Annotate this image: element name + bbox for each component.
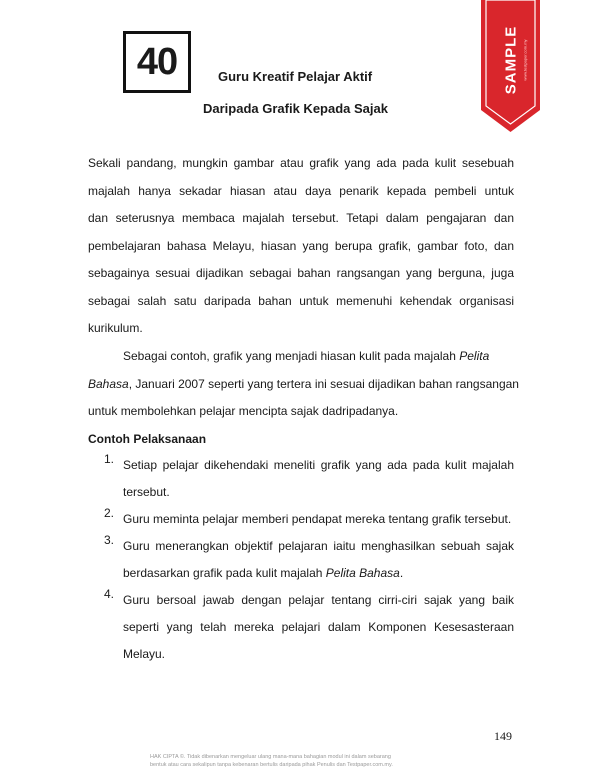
p1-line: dan seterusnya membaca majalah tersebut. Tetapi dalam pengajaran dan (88, 211, 514, 225)
list-item (88, 587, 514, 668)
list-item-line: seperti yang telah mereka pelajari dalam Komponen Kesesasteraan (123, 620, 514, 634)
list-item-number: 2. (104, 506, 115, 520)
footer-line1: HAK CIPTA ©. Tidak dibenarkan mengeluar ulang mana-mana bahagian modul ini dalam sebarang (150, 754, 391, 760)
p1-line: Sekali pandang, mungkin gambar atau grafik yang ada pada kulit sesebuah (88, 156, 514, 170)
sample-sublabel: www.testpaper.com.my (522, 39, 528, 81)
list-item-number: 4. (104, 587, 115, 601)
p1-line: sebagainya sesuai dijadikan sebagai bahan rangsangan yang berguna, juga (88, 266, 514, 280)
p2-line2-italic: Bahasa (88, 376, 129, 391)
list-item-line: tersebut. (123, 485, 170, 499)
p1-line: pembelajaran bahasa Melayu, hiasan yang berupa grafik, gambar foto, dan (88, 238, 514, 253)
sample-label: SAMPLE (502, 25, 520, 95)
page-title-line2: Daripada Grafik Kepada Sajak (203, 101, 388, 116)
p1-line: sebagai salah satu daripada bahan untuk memenuhi kehendak organisasi (88, 293, 514, 308)
p2-line1-text: Sebagai contoh, grafik yang menjadi hiasan kulit pada majalah (123, 349, 460, 363)
list-item-line (123, 560, 514, 587)
list-item (88, 506, 514, 533)
list-item-line: Setiap pelajar dikehendaki meneliti grafik yang ada pada kulit majalah (123, 458, 514, 472)
page-title-line1: Guru Kreatif Pelajar Aktif (218, 69, 373, 84)
list-item-line: Guru menerangkan objektif pelajaran iaitu menghasilkan sebuah sajak (123, 539, 514, 553)
p2-line1-italic: Pelita (459, 349, 490, 363)
list-item (88, 452, 514, 506)
list-item-line: Melayu. (123, 647, 166, 661)
list-item (88, 533, 514, 587)
p2-line3: untuk membolehkan pelajar mencipta sajak dadripadanya. (88, 404, 399, 418)
list-item-text: . (399, 566, 404, 580)
chapter-number: 40 (136, 40, 178, 83)
list-item-italic: Pelita Bahasa (325, 566, 400, 580)
implementation-list (88, 452, 514, 668)
section-heading: Contoh Pelaksanaan (88, 432, 207, 446)
list-item-text: berdasarkan grafik pada kulit majalah (123, 566, 326, 580)
paragraph-2 (88, 343, 519, 426)
footer-line2: bentuk atau cara sekalipun tanpa kebenaran bertulis daripada pihak Penulis dan Testpaper.com.my. (150, 762, 393, 768)
p2-line1 (88, 343, 514, 371)
p1-line: majalah hanya sekadar hiasan atau daya penarik kepada pembeli untuk (88, 183, 514, 198)
list-item-line: Guru bersoal jawab dengan pelajar tentang cirri-ciri sajak yang baik (123, 593, 514, 607)
p2-line2-text: , Januari 2007 seperti yang tertera ini sesuai dijadikan bahan rangsangan (128, 376, 519, 391)
list-item-number: 3. (104, 533, 115, 547)
p2-line2 (88, 371, 519, 399)
list-item-line: Guru meminta pelajar memberi pendapat mereka tentang grafik tersebut. (123, 512, 512, 526)
p1-line: kurikulum. (88, 321, 143, 335)
list-item-number: 1. (104, 452, 115, 466)
chapter-number-box (123, 31, 191, 93)
paragraph-1 (88, 150, 514, 343)
copyright-footer (150, 753, 450, 769)
page-number: 149 (494, 729, 512, 743)
